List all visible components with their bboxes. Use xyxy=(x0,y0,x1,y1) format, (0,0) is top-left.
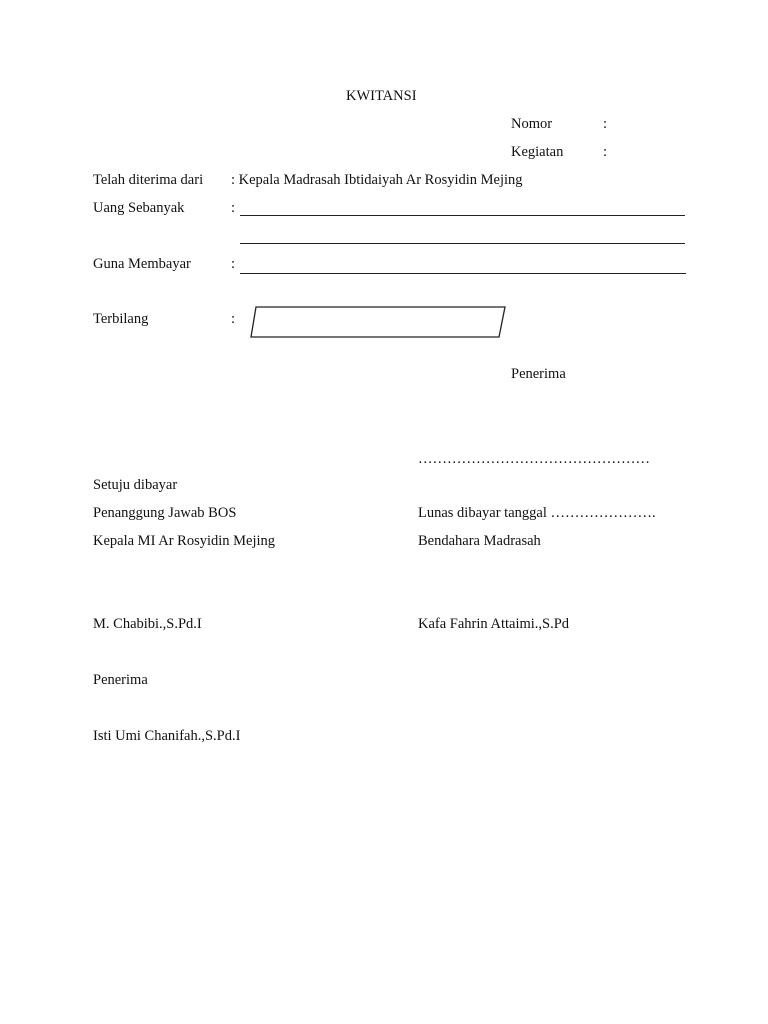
terbilang-separator: : xyxy=(231,311,236,327)
amount-label: Uang Sebanyak xyxy=(93,200,185,216)
terbilang-amount-box xyxy=(250,306,506,338)
purpose-label: Guna Membayar xyxy=(93,256,191,272)
paid-date-line: Lunas dibayar tanggal …………………. xyxy=(418,505,656,521)
kegiatan-separator: : xyxy=(603,144,608,160)
nomor-separator: : xyxy=(603,116,608,132)
amount-underline-2 xyxy=(240,243,685,244)
received-from-value: : Kepala Madrasah Ibtidaiyah Ar Rosyidin Mejing xyxy=(231,172,523,188)
approval-line-1: Setuju dibayar xyxy=(93,477,178,493)
purpose-underline xyxy=(240,273,686,274)
nomor-label: Nomor xyxy=(511,116,553,132)
approver-name: M. Chabibi.,S.Pd.I xyxy=(93,616,202,632)
recipient-name: Isti Umi Chanifah.,S.Pd.I xyxy=(93,728,241,744)
approval-line-3: Kepala MI Ar Rosyidin Mejing xyxy=(93,533,276,549)
kegiatan-label: Kegiatan xyxy=(511,144,564,160)
receiver-label: Penerima xyxy=(511,366,566,382)
treasurer-title: Bendahara Madrasah xyxy=(418,533,541,549)
recipient-label: Penerima xyxy=(93,672,148,688)
amount-underline-1 xyxy=(240,215,685,216)
purpose-separator: : xyxy=(231,256,236,272)
receipt-title: KWITANSI xyxy=(346,88,417,104)
terbilang-label: Terbilang xyxy=(93,311,149,327)
receiver-signature-line: ………………………………………… xyxy=(418,451,650,467)
treasurer-name: Kafa Fahrin Attaimi.,S.Pd xyxy=(418,616,570,632)
amount-separator: : xyxy=(231,200,236,216)
received-from-label: Telah diterima dari xyxy=(93,172,204,188)
approval-line-2: Penanggung Jawab BOS xyxy=(93,505,237,521)
